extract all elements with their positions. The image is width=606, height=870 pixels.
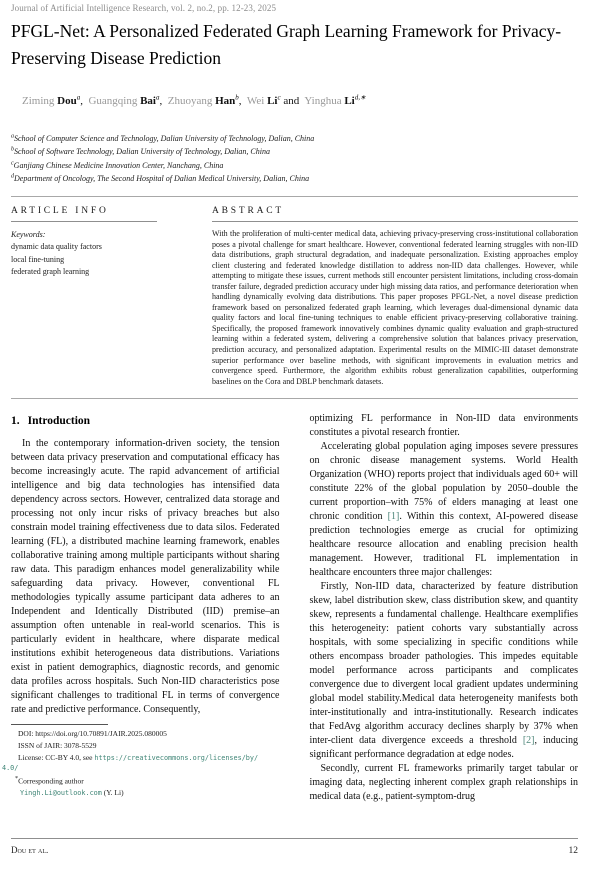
doi-line: DOI: https://doi.org/10.70891/JAIR.2025.080005 <box>18 729 167 739</box>
footnote-rule <box>11 724 108 725</box>
license-line: License: CC-BY 4.0, see https://creativecommons.org/licenses/by/ <box>18 752 259 762</box>
abstract-header: ABSTRACT <box>212 206 285 216</box>
citation-1-link[interactable]: [1] <box>387 511 400 523</box>
author-affiliation-mark: b <box>235 93 239 102</box>
issn-line: ISSN of JAIR: 3078-5529 <box>18 740 97 750</box>
license-url-wrap[interactable]: 4.0/ <box>2 764 19 773</box>
body-left-column <box>2 412 280 804</box>
body-right-column <box>310 412 579 804</box>
intro-paragraph-3: Firstly, Non-IID data, characterized by feature distribution skew, label distribution skew, class distribution skew, and quantity skew, represents a fundamental challenge. Healthcare exemplifies this heterogeneity: patient cohorts vary substantially across hospitals, with some specializing in specific conditions while others encompass broader pathologies. This impedes equitable model performance across participants and complicates convergence due to divergent local gradient updates undermining global model stability.Medical data heterogeneity manifests both inter-institutionally and intra-institutionally. Research indicates that FedAvg algorithm accuracy declines sharply by 37% when inter-client data divergence exceeds a threshold [2], inducing significant performance degradation at edge nodes. <box>309 581 578 761</box>
license-url-link[interactable]: https://creativecommons.org/licenses/by/ <box>94 753 259 762</box>
affiliation: $^b$School of Software Technology, Dalian University of Technology, Dalian, China <box>11 146 270 157</box>
author: Wei Li$^c$ and <box>246 93 305 108</box>
abstract-column <box>212 206 578 387</box>
affiliation: $^c$Ganjiang Chinese Medicine Innovation Center, Nanchang, China <box>11 159 224 170</box>
intro-paragraph-1-continued: optimizing FL performance in Non-IID data environments constitutes a pivotal research frontier. <box>309 413 578 439</box>
header-divider <box>11 196 578 197</box>
footer-page-number: 12 <box>568 846 578 856</box>
keyword-item: dynamic data quality factors <box>11 242 102 252</box>
info-abstract-section <box>11 206 578 387</box>
author-affiliation-mark: a <box>156 93 160 102</box>
keyword-item: federated graph learning <box>11 267 90 277</box>
citation-2-link[interactable]: [2] <box>522 735 535 747</box>
page-footer <box>11 838 578 856</box>
article-info-column <box>11 206 184 387</box>
abstract-text: With the proliferation of multi-center medical data, achieving privacy-preserving cross-institutional collaboration poses a pivotal challenge for smart healthcare. However, conventional federated learning struggles with non-IID data distributions, graph structural degradation, and inadequate personalization. Existing approaches employ client clustering and federated knowledge distillation to address non-IID data challenges. However, while attempting to mitigate these issues, current methods still encounter persistent limitations, including cross-domain transfer failure, degraded prediction accuracy under high missing data ratios, and performance deterioration when handling dynamically evolving data distributions. This paper proposes PFGL-Net, a novel disease prediction framework based on personalized federated graph learning, which leverages dual-dimensional dynamic data quality factors and local fine-tuning techniques to enable efficient privacy-preserving collaborative training. Specifically, the proposed framework innovatively combines dynamic quality evaluation and graph-structured learning within a federated system, delivering a comprehensive solution that balances privacy preservation, prediction accuracy, and personalized adaptation. Experimental results on the MIMIC-III dataset demonstrate superior performance over baseline methods, with significant improvements in evaluation metrics and convergence speed. Furthermore, the algorithm exhibits robust generalization capabilities, outperforming baselines on the Cora and DBLP benchmark datasets. <box>212 229 578 386</box>
keyword-item: local fine-tuning <box>11 254 65 264</box>
author-affiliation-mark: a <box>76 93 81 102</box>
author-list <box>11 83 578 119</box>
author-affiliation-mark: c <box>277 93 281 102</box>
abstract-rule <box>212 221 578 222</box>
keywords-block <box>11 229 184 279</box>
corresponding-marker: * <box>15 774 19 782</box>
affiliation: $^a$School of Computer Science and Technology, Dalian University of Technology, Dalian, China <box>11 133 315 144</box>
author: Yinghua $Li^{d,∗}$ <box>304 93 366 108</box>
journal-header-line: Journal of Artificial Intelligence Research, vol. 2, no.2, pp. 12-23, 2025 <box>11 3 277 13</box>
abstract-divider <box>11 398 578 399</box>
email-link[interactable]: Yingh.Li@outlook.com <box>20 788 102 797</box>
corresponding-author-line: *Corresponding author <box>15 774 84 786</box>
article-info-rule <box>11 221 157 222</box>
intro-paragraph-4: Secondly, current FL frameworks primarily target tabular or imaging data, neglecting inherent complex graph relationships in medical data (e.g., patient-symptom-drug <box>309 763 578 803</box>
author: Zhuoyang Han$^b$, <box>167 93 247 108</box>
author: Ziming Dou$^a$, <box>22 93 89 108</box>
affiliation: $^d$Department of Oncology, The Second Hospital of Dalian Medical University, Dalian, China <box>11 173 310 183</box>
footer-running-authors: Dou et al. <box>11 845 49 855</box>
footnote-block <box>2 724 280 798</box>
article-info-header: ARTICLE INFO <box>11 206 109 216</box>
author: Guangqing Bai$^a$, <box>88 93 168 108</box>
section-heading-introduction: 1. Introduction <box>11 415 91 428</box>
body-columns <box>2 412 578 804</box>
intro-paragraph-1: In the contemporary information-driven society, the tension between data privacy preservation and computational efficacy has become increasingly acute. The rapid advancement of artificial intelligence and big data technologies has intensified data dependency across sectors. However, centralized data storage and processing not only incur risks of privacy breaches but also constrain model training effectiveness due to data silos. Federated learning (FL), a distributed machine learning framework, enables collaborative training among multiple participants without sharing raw data. This paradigm enhances model generalizability while safeguarding data privacy. However, conventional FL methodologies typically assume participant data adheres to an Independent and Identically Distributed (IID) premise–an assumption often untenable in real-world scenarios. This is particularly evident in healthcare, where disparate medical institutions exhibit heterogeneous data distributions. Variations exist in patient demographics, diagnostic records, and genomic data profiles across hospitals. Such Non-IID characteristics pose significant challenges to traditional FL in terms of convergence rate and predictive performance. Consequently, <box>11 438 280 716</box>
keywords-label: Keywords: <box>11 230 46 239</box>
intro-paragraph-2: Accelerating global population aging imposes severe pressures on chronic disease management systems. World Health Organization (WHO) reports project that individuals aged 60+ will constitute 22% of the global population by 2050–double the current proportion–with 75% of elders managing at least one chronic condition [1]. Within this context, AI-powered disease prediction technologies emerge as crucial for optimizing healthcare resource allocation and enabling precision health management. However, traditional FL implementation in healthcare encounters three major challenges: <box>309 441 578 579</box>
author-affiliation-mark: d,∗ <box>354 93 366 102</box>
affiliation-list <box>11 132 578 185</box>
email-line: Yingh.Li@outlook.com (Y. Li) <box>20 787 124 797</box>
paper-title: PFGL-Net: A Personalized Federated Graph Learning Framework for Privacy-Preserving Disease Prediction <box>11 21 562 69</box>
